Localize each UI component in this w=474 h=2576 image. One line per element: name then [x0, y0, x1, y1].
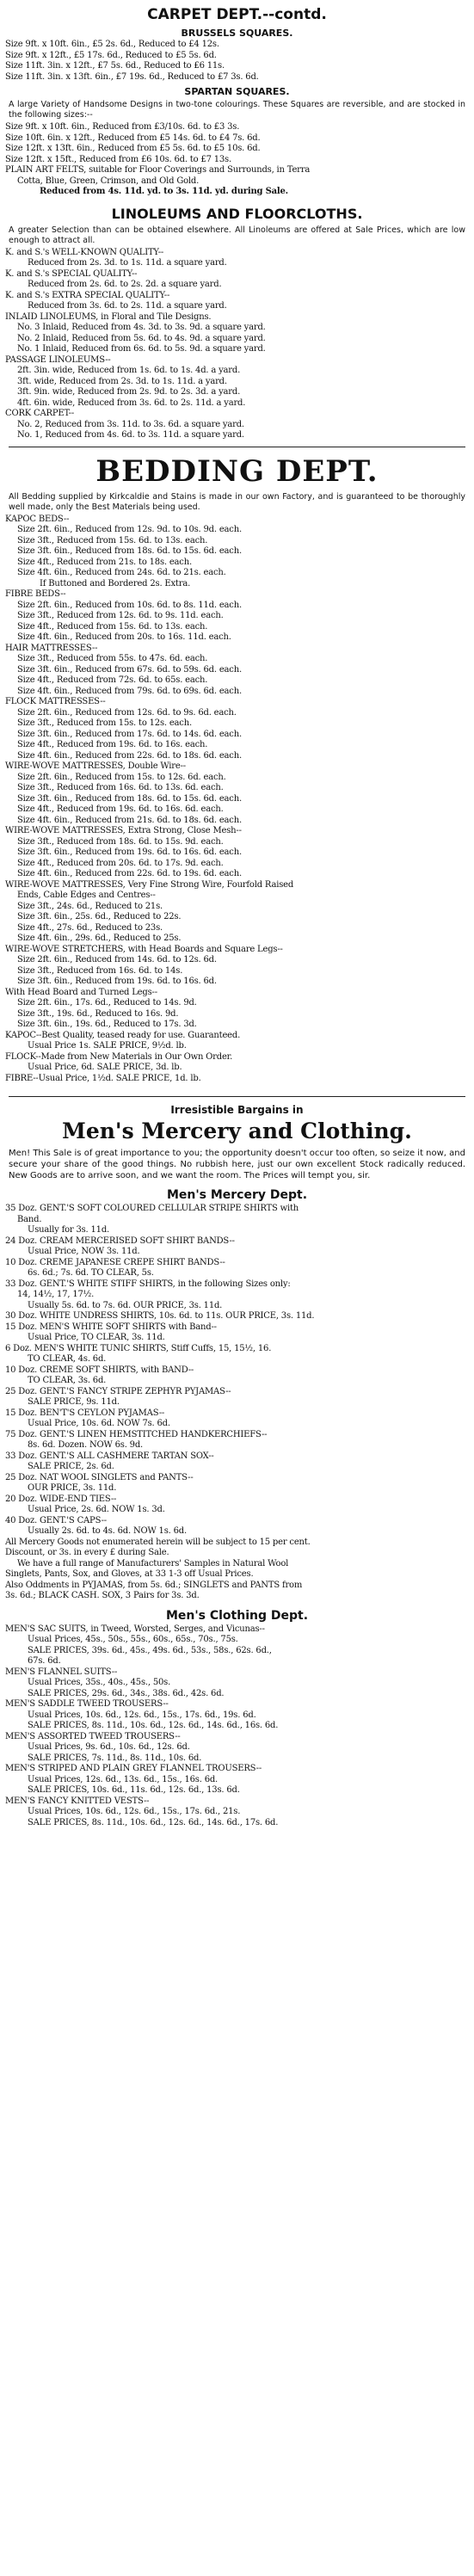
mens-section	[5, 1104, 469, 1828]
mercery-line: Usually 5s. 6d. to 7s. 6d. OUR PRICE, 3s. 11d.	[28, 1300, 223, 1310]
mercery-line: Also Oddments in PYJAMAS, from 5s. 6d.; SINGLETS and PANTS from	[5, 1580, 303, 1590]
clothing-line: SALE PRICES, 10s. 6d., 11s. 6d., 12s. 6d., 13s. 6d.	[28, 1785, 240, 1795]
bedding-line: Size 3ft., Reduced from 55s. to 47s. 6d. each.	[17, 654, 208, 663]
bedding-line: Size 4ft. 6in., Reduced from 21s. 6d. to 18s. 6d. each.	[17, 815, 242, 825]
bedding-title: BEDDING DEPT.	[95, 453, 379, 489]
bedding-line: Size 2ft. 6in., Reduced from 10s. 6d. to 8s. 11d. each.	[17, 600, 242, 610]
lino-line: No. 2, Reduced from 3s. 11d. to 3s. 6d. a square yard.	[17, 419, 244, 429]
mercery-line: All Mercery Goods not enumerated herein will be subject to 15 per cent.	[5, 1537, 311, 1547]
mercery-line: 10 Doz. CREME JAPANESE CREPE SHIRT BANDS--	[5, 1257, 225, 1267]
bedding-line: Size 3ft. 6in., Reduced from 19s. 6d. to 16s. 6d.	[17, 977, 217, 986]
bedding-line: FLOCK--Made from New Materials in Our Own Order.	[5, 1051, 233, 1062]
mercery-line: Usual Price, 10s. 6d. NOW 7s. 6d.	[28, 1419, 170, 1428]
lino-list	[5, 248, 469, 441]
mercery-line: 30 Doz. WHITE UNDRESS SHIRTS, 10s. 6d. to 11s. OUR PRICE, 3s. 11d.	[5, 1311, 315, 1321]
mercery-line: 6s. 6d.; 7s. 6d. TO CLEAR, 5s.	[28, 1268, 154, 1278]
clothing-line: Usual Prices, 45s., 50s., 55s., 60s., 65s., 70s., 75s.	[28, 1635, 238, 1644]
mercery-line: Usually 2s. 6d. to 4s. 6d. NOW 1s. 6d.	[28, 1526, 187, 1536]
felt-line: PLAIN ART FELTS, suitable for Floor Coverings and Surrounds, in Terra	[5, 165, 311, 175]
lino-line: Reduced from 2s. 6d. to 2s. 2d. a square yard.	[28, 280, 222, 289]
mercery-line: 25 Doz. GENT.'S FANCY STRIPE ZEPHYR PYJAMAS--	[5, 1386, 231, 1396]
lino-title: LINOLEUMS AND FLOORCLOTHS.	[111, 205, 363, 222]
bedding-line: Size 4ft. 6in., Reduced from 20s. to 16s. 11d. each.	[17, 632, 231, 642]
mercery-list	[5, 1204, 469, 1602]
mercery-line: SALE PRICE, 9s. 11d.	[28, 1397, 120, 1407]
bedding-line: Usual Price 1s. SALE PRICE, 9½d. lb.	[28, 1041, 187, 1051]
bedding-line: Size 2ft. 6in., Reduced from 12s. 9d. to 10s. 9d. each.	[17, 525, 242, 534]
clothing-line: MEN'S SADDLE TWEED TROUSERS--	[5, 1699, 169, 1709]
bedding-line: Size 3ft. 6in., Reduced from 18s. 6d. to 15s. 6d. each.	[17, 546, 242, 556]
mens-title: Men's Mercery and Clothing.	[62, 1119, 412, 1143]
mercery-line: 8s. 6d. Dozen. NOW 6s. 9d.	[28, 1440, 143, 1450]
irresistible-heading: Irresistible Bargains in	[170, 1104, 304, 1116]
bedding-line: Size 3ft. 6in., Reduced from 17s. 6d. to 14s. 6d. each.	[17, 729, 242, 739]
lino-line: CORK CARPET--	[5, 409, 74, 418]
mercery-line: 24 Doz. CREAM MERCERISED SOFT SHIRT BANDS--	[5, 1236, 235, 1246]
bedding-line: Size 4ft., Reduced from 19s. 6d. to 16s. each.	[17, 740, 208, 749]
divider	[9, 1096, 465, 1097]
mercery-line: 14, 14½, 17, 17½.	[17, 1290, 95, 1299]
clothing-line: MEN'S STRIPED AND PLAIN GREY FLANNEL TROUSERS--	[5, 1764, 262, 1773]
bedding-line: Size 4ft. 6in., Reduced from 22s. 6d. to 18s. 6d. each.	[17, 750, 242, 761]
spartan-intro: A large Variety of Handsome Designs in two-tone colourings. These Squares are reversible, and are stocked in the following sizes:--	[9, 100, 465, 120]
mercery-line: 35 Doz. GENT.'S SOFT COLOURED CELLULAR STRIPE SHIRTS with	[5, 1204, 299, 1213]
brussels-line: Size 9ft. x 12ft., £5 17s. 6d., Reduced to £5 5s. 6d.	[5, 50, 217, 60]
mercery-line: 75 Doz. GENT.'S LINEN HEMSTITCHED HANDKERCHIEFS--	[5, 1429, 268, 1439]
bedding-line: Size 4ft., Reduced from 21s. to 18s. each.	[17, 557, 192, 567]
brussels-line: Size 11ft. 3in. x 13ft. 6in., £7 19s. 6d., Reduced to £7 3s. 6d.	[5, 71, 259, 82]
bedding-line: Size 4ft., 27s. 6d., Reduced to 23s.	[17, 922, 163, 933]
bedding-line: Size 2ft. 6in., Reduced from 15s. to 12s. 6d. each.	[17, 772, 226, 782]
lino-line: 4ft. 6in. wide, Reduced from 3s. 6d. to 2s. 11d. a yard.	[17, 397, 246, 408]
bedding-list	[5, 515, 469, 1085]
bedding-line: Size 3ft. 6in., 19s. 6d., Reduced to 17s. 3d.	[17, 1020, 197, 1029]
brussels-line: Size 11ft. 3in. x 12ft., £7 5s. 6d., Reduced to £6 11s.	[5, 61, 225, 71]
mercery-title: Men's Mercery Dept.	[166, 1188, 308, 1202]
bedding-section	[5, 453, 469, 1085]
clothing-line: 67s. 6d.	[28, 1656, 61, 1666]
bedding-line: Size 3ft. 6in., 25s. 6d., Reduced to 22s.	[17, 912, 182, 921]
bedding-line: WIRE-WOVE MATTRESSES, Very Fine Strong Wire, Fourfold Raised	[5, 879, 294, 890]
clothing-line: SALE PRICES, 7s. 11d., 8s. 11d., 10s. 6d.	[28, 1753, 202, 1763]
spartan-line: Size 10ft. 6in. x 12ft., Reduced from £5 14s. 6d. to £4 7s. 6d.	[5, 132, 261, 143]
bedding-line: WIRE-WOVE STRETCHERS, with Head Boards and Square Legs--	[5, 944, 283, 954]
bedding-line: WIRE-WOVE MATTRESSES, Double Wire--	[5, 761, 186, 771]
mercery-line: Usual Price, 2s. 6d. NOW 1s. 3d.	[28, 1505, 165, 1514]
mercery-line: 10 Doz. CREME SOFT SHIRTS, with BAND--	[5, 1365, 194, 1375]
clothing-line: SALE PRICES, 39s. 6d., 45s., 49s. 6d., 53s., 58s., 62s. 6d.,	[28, 1645, 272, 1655]
bedding-line: FIBRE--Usual Price, 1½d. SALE PRICE, 1d. lb.	[5, 1073, 201, 1083]
lino-line: No. 2 Inlaid, Reduced from 5s. 6d. to 4s. 9d. a square yard.	[17, 333, 266, 343]
clothing-title: Men's Clothing Dept.	[165, 1608, 309, 1623]
lino-line: No. 1 Inlaid, Reduced from 6s. 6d. to 5s. 9d. a square yard.	[17, 344, 266, 354]
bedding-line: FLOCK MATTRESSES--	[5, 697, 106, 706]
mercery-line: Usual Price, NOW 3s. 11d.	[28, 1247, 140, 1256]
lino-line: 3ft. 9in. wide, Reduced from 2s. 9d. to 2s. 3d. a yard.	[17, 387, 241, 397]
bedding-line: Size 4ft., Reduced from 72s. 6d. to 65s. each.	[17, 675, 208, 685]
lino-line: 2ft. 3in. wide, Reduced from 1s. 6d. to 1s. 4d. a yard.	[17, 366, 241, 375]
bedding-line: Size 3ft., Reduced from 16s. 6d. to 13s. 6d. each.	[17, 783, 224, 792]
bedding-line: Size 3ft., Reduced from 15s. to 12s. each.	[17, 718, 192, 728]
bedding-line: Size 3ft., Reduced from 18s. 6d. to 15s. 9d. each.	[17, 836, 224, 847]
mercery-line: We have a full range of Manufacturers' Samples in Natural Wool	[17, 1558, 289, 1568]
bedding-line: Usual Price, 6d. SALE PRICE, 3d. lb.	[28, 1063, 182, 1072]
mercery-line: Usual Price, TO CLEAR, 3s. 11d.	[28, 1333, 165, 1342]
lino-section	[5, 205, 469, 441]
clothing-line: Usual Prices, 9s. 6d., 10s. 6d., 12s. 6d.	[28, 1742, 190, 1752]
bedding-line: Size 3ft., 24s. 6d., Reduced to 21s.	[17, 901, 163, 911]
bedding-line: Size 2ft. 6in., Reduced from 14s. 6d. to 12s. 6d.	[17, 955, 217, 964]
bedding-line: If Buttoned and Bordered 2s. Extra.	[40, 578, 191, 589]
bedding-line: Size 3ft. 6in., Reduced from 19s. 6d. to 16s. 6d. each.	[17, 847, 242, 857]
mercery-line: TO CLEAR, 3s. 6d.	[28, 1376, 107, 1385]
spartan-list	[5, 122, 469, 165]
clothing-line: SALE PRICES, 8s. 11d., 10s. 6d., 12s. 6d., 14s. 6d., 16s. 6d.	[28, 1721, 279, 1730]
lino-line: Reduced from 3s. 6d. to 2s. 11d. a square yard.	[28, 301, 227, 311]
clothing-list	[5, 1624, 469, 1829]
mercery-line: 40 Doz. GENT.'S CAPS--	[5, 1515, 107, 1525]
clothing-line: SALE PRICES, 8s. 11d., 10s. 6d., 12s. 6d., 14s. 6d., 17s. 6d.	[28, 1817, 279, 1827]
lino-line: K. and S.'s EXTRA SPECIAL QUALITY--	[5, 290, 170, 300]
bedding-line: WIRE-WOVE MATTRESSES, Extra Strong, Close Mesh--	[5, 826, 242, 835]
brussels-list	[5, 40, 469, 83]
felt-line: Reduced from 4s. 11d. yd. to 3s. 11d. yd. during Sale.	[40, 187, 288, 196]
bedding-line: Size 4ft., Reduced from 15s. 6d. to 13s. each.	[17, 621, 208, 632]
lino-line: No. 3 Inlaid, Reduced from 4s. 3d. to 3s. 9d. a square yard.	[17, 323, 266, 332]
newspaper-advertisement	[0, 5, 474, 2576]
bedding-line: Size 3ft. 6in., Reduced from 18s. 6d. to 15s. 6d. each.	[17, 793, 242, 804]
mercery-line: 3s. 6d.; BLACK CASH. SOX, 3 Pairs for 3s. 3d.	[5, 1591, 200, 1600]
bedding-line: Size 4ft. 6in., 29s. 6d., Reduced to 25s.	[17, 934, 182, 943]
mercery-line: 15 Doz. BEN'T'S CEYLON PYJAMAS--	[5, 1408, 165, 1418]
bedding-line: Size 3ft., 19s. 6d., Reduced to 16s. 9d.	[17, 1008, 179, 1019]
lino-line: K. and S.'s SPECIAL QUALITY--	[5, 268, 138, 279]
mercery-line: Singlets, Pants, Sox, and Gloves, at 33 1-3 off Usual Prices.	[5, 1569, 254, 1579]
mercery-line: Band.	[17, 1214, 42, 1224]
clothing-line: MEN'S SAC SUITS, in Tweed, Worsted, Serges, and Vicunas--	[5, 1624, 265, 1634]
lino-intro: A greater Selection than can be obtained elsewhere. All Linoleums are offered at Sale Prices, which are low enough to attract all.	[9, 225, 465, 245]
spartan-line: Size 12ft. x 15ft., Reduced from £6 10s. 6d. to £7 13s.	[5, 154, 231, 164]
mercery-line: 15 Doz. MEN'S WHITE SOFT SHIRTS with Band--	[5, 1322, 217, 1332]
spartan-heading: SPARTAN SQUARES.	[184, 86, 290, 97]
carpet-title: CARPET DEPT.--contd.	[147, 6, 327, 23]
clothing-line: MEN'S FLANNEL SUITS--	[5, 1667, 118, 1677]
bedding-line: KAPOC--Best Quality, teased ready for use. Guaranteed.	[5, 1030, 241, 1040]
bedding-intro: All Bedding supplied by Kirkcaldie and Stains is made in our own Factory, and is guaranteed to be thoroughly well made, only the Best Materials being used.	[9, 491, 465, 512]
brussels-line: Size 9ft. x 10ft. 6in., £5 2s. 6d., Reduced to £4 12s.	[5, 40, 219, 49]
spartan-line: Size 9ft. x 10ft. 6in., Reduced from £3/10s. 6d. to £3 3s.	[5, 122, 240, 132]
bedding-line: Size 4ft. 6in., Reduced from 79s. 6d. to 69s. 6d. each.	[17, 686, 242, 696]
mens-intro: Men! This Sale is of great importance to you; the opportunity doesn't occur too often, so seize it now, and secure your share of the good things. No rubbish here, just our own excellent Stock radically reduced. New Goods are to arrive soon, and we want the room. The Prices will tempt you, sir.	[9, 1149, 465, 1180]
bedding-line: KAPOC BEDS--	[5, 514, 70, 524]
mercery-line: SALE PRICE, 2s. 6d.	[28, 1462, 114, 1471]
bedding-line: Size 4ft., Reduced from 19s. 6d. to 16s. 6d. each.	[17, 804, 224, 814]
clothing-line: Usual Prices, 35s., 40s., 45s., 50s.	[28, 1678, 171, 1687]
clothing-line: Usual Prices, 10s. 6d., 12s. 6d., 15s., 17s. 6d., 21s.	[28, 1807, 241, 1816]
mercery-line: Discount, or 3s. in every £ during Sale.	[5, 1548, 169, 1557]
lino-line: K. and S.'s WELL-KNOWN QUALITY--	[5, 247, 164, 257]
felt-line: Cotta, Blue, Green, Crimson, and Old Gold.	[17, 176, 200, 186]
mercery-line: 25 Doz. NAT WOOL SINGLETS and PANTS--	[5, 1472, 194, 1482]
bedding-line: With Head Board and Turned Legs--	[5, 987, 157, 997]
bedding-line: Size 2ft. 6in., Reduced from 12s. 6d. to 9s. 6d. each.	[17, 707, 237, 718]
clothing-line: MEN'S FANCY KNITTED VESTS--	[5, 1796, 150, 1806]
lino-line: Reduced from 2s. 3d. to 1s. 11d. a square yard.	[28, 258, 227, 268]
bedding-line: Ends, Cable Edges and Centres--	[17, 891, 156, 900]
clothing-line: Usual Prices, 10s. 6d., 12s. 6d., 15s., 17s. 6d., 19s. 6d.	[28, 1710, 256, 1720]
lino-line: No. 1, Reduced from 4s. 6d. to 3s. 11d. a square yard.	[17, 430, 244, 440]
bedding-line: FIBRE BEDS--	[5, 589, 66, 599]
lino-line: 3ft. wide, Reduced from 2s. 3d. to 1s. 11d. a yard.	[17, 376, 227, 386]
clothing-line: MEN'S ASSORTED TWEED TROUSERS--	[5, 1731, 181, 1741]
bedding-line: Size 3ft., Reduced from 15s. 6d. to 13s. each.	[17, 535, 208, 545]
mercery-line: 20 Doz. WIDE-END TIES--	[5, 1494, 117, 1504]
lino-line: PASSAGE LINOLEUMS--	[5, 354, 111, 365]
brussels-heading: BRUSSELS SQUARES.	[181, 28, 293, 39]
bedding-line: HAIR MATTRESSES--	[5, 643, 98, 653]
bedding-line: Size 2ft. 6in., 17s. 6d., Reduced to 14s. 9d.	[17, 998, 197, 1008]
clothing-line: Usual Prices, 12s. 6d., 13s. 6d., 15s., 16s. 6d.	[28, 1774, 219, 1784]
mercery-line: 33 Doz. GENT.'S ALL CASHMERE TARTAN SOX--	[5, 1451, 214, 1461]
mercery-line: 6 Doz. MEN'S WHITE TUNIC SHIRTS, Stiff Cuffs, 15, 15½, 16.	[5, 1343, 272, 1353]
mercery-line: 33 Doz. GENT.'S WHITE STIFF SHIRTS, in the following Sizes only:	[5, 1279, 291, 1289]
bedding-line: Size 4ft. 6in., Reduced from 22s. 6d. to 19s. 6d. each.	[17, 869, 242, 878]
bedding-line: Size 3ft. 6in., Reduced from 67s. 6d. to 59s. 6d. each.	[17, 664, 242, 675]
lino-line: INLAID LINOLEUMS, in Floral and Tile Designs.	[5, 311, 212, 322]
mercery-line: OUR PRICE, 3s. 11d.	[28, 1483, 117, 1493]
clothing-line: SALE PRICES, 29s. 6d., 34s., 38s. 6d., 42s. 6d.	[28, 1688, 225, 1698]
mercery-line: Usually for 3s. 11d.	[28, 1225, 110, 1235]
bedding-line: Size 3ft., Reduced from 16s. 6d. to 14s.	[17, 965, 183, 976]
carpet-section	[5, 5, 469, 198]
spartan-line: Size 12ft. x 13ft. 6in., Reduced from £5 5s. 6d. to £5 10s. 6d.	[5, 144, 261, 153]
bedding-line: Size 4ft. 6in., Reduced from 24s. 6d. to 21s. each.	[17, 568, 226, 577]
bedding-line: Size 3ft., Reduced from 12s. 6d. to 9s. 11d. each.	[17, 611, 224, 620]
mercery-line: TO CLEAR, 4s. 6d.	[28, 1354, 107, 1364]
bedding-line: Size 4ft., Reduced from 20s. 6d. to 17s. 9d. each.	[17, 858, 224, 868]
